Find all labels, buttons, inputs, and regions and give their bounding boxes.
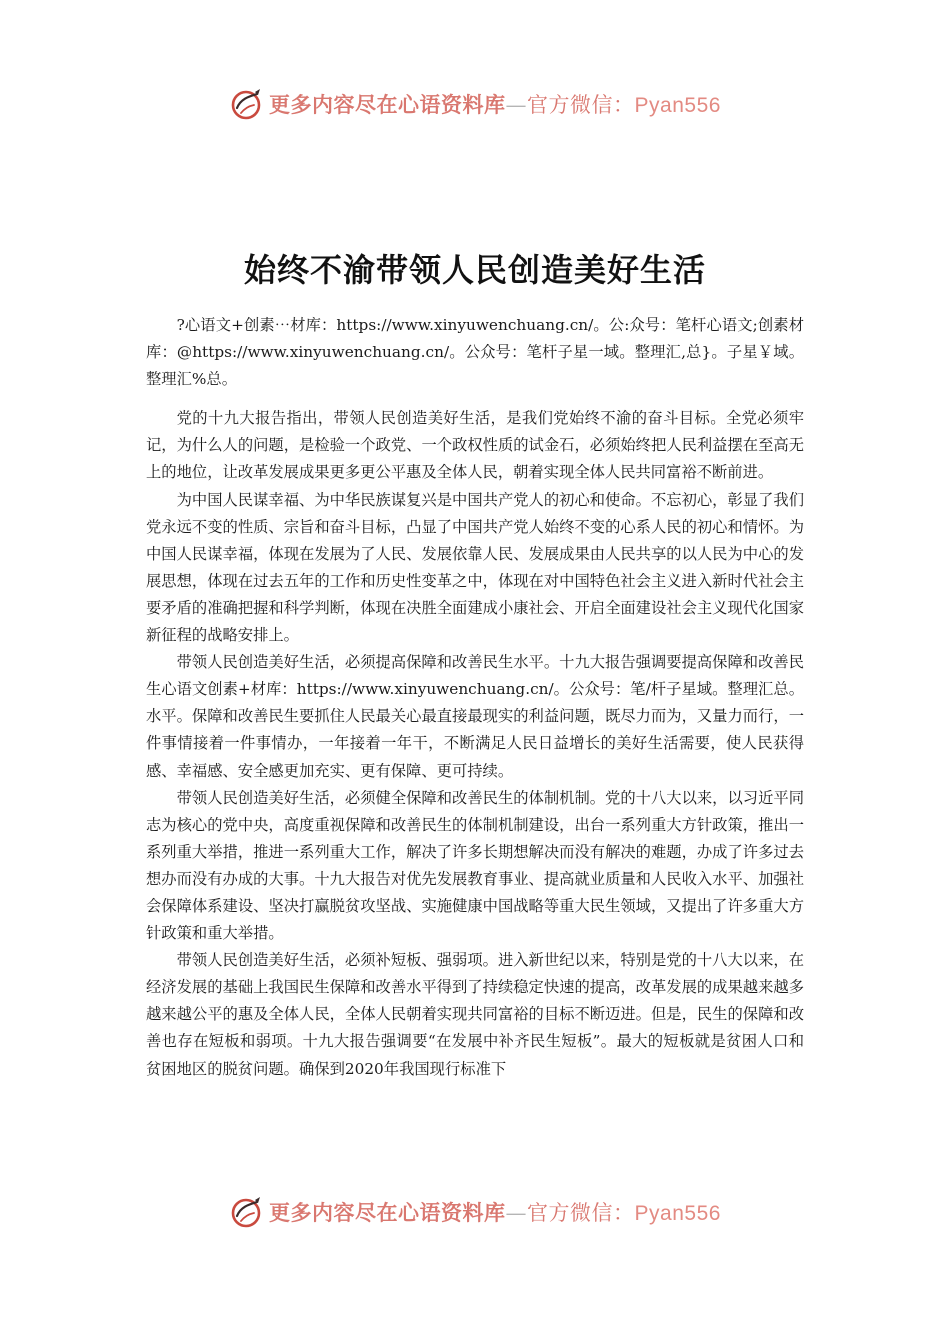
banner-text <box>269 89 721 119</box>
header-banner <box>0 84 950 124</box>
banner-wechat-label: 官方微信： <box>527 1201 635 1225</box>
pen-swirl-logo-icon <box>229 86 265 122</box>
footer-banner <box>0 1192 950 1232</box>
banner-wechat-label: 官方微信： <box>527 93 635 117</box>
paragraph-intro: ?心语文+创素⋯材库：https://www.xinyuwenchuang.cn/。公:众号：笔杆心语文;创素材库：@https://www.xinyuwenchuang.cn/。公众号：笔杆子星一域。整理汇,总}。子星￥域。整理汇%总。 <box>146 316 804 389</box>
document-body <box>146 312 804 1083</box>
paragraph: 带领人民创造美好生活，必须补短板、强弱项。进入新世纪以来，特别是党的十八大以来，在经济发展的基础上我国民生保障和改善水平得到了持续稳定快速的提高，改革发展的成果越来越多越来越公平的惠及全体人民，全体人民朝着实现共同富裕的目标不断迈进。但是，民生的保障和改善也存在短板和弱项。十九大报告强调要“在发展中补齐民生短板”。最大的短板就是贫困人口和贫困地区的脱贫问题。确保到2020年我国现行标准下 <box>146 951 804 1078</box>
banner-wechat-id: Pyan556 <box>634 1202 721 1225</box>
banner-main-text: 更多内容尽在心语资料库 <box>269 92 506 117</box>
paragraph: 带领人民创造美好生活，必须健全保障和改善民生的体制机制。党的十八大以来，以习近平同志为核心的党中央，高度重视保障和改善民生的体制机制建设，出台一系列重大方针政策，推出一系列重大举措，推进一系列重大工作，解决了许多长期想解决而没有解决的难题，办成了许多过去想办而没有办成的大事。十九大报告对优先发展教育事业、提高就业质量和人民收入水平、加强社会保障体系建设、坚决打赢脱贫攻坚战、实施健康中国战略等重大民生领域，又提出了许多重大方针政策和重大举措。 <box>146 788 804 943</box>
paragraph: 带领人民创造美好生活，必须提高保障和改善民生水平。十九大报告强调要提高保障和改善民生心语文创素+材库：https://www.xinyuwenchuang.cn/。公众号：笔/杆子星域。整理汇总。水平。保障和改善民生要抓住人民最关心最直接最现实的利益问题，既尽力而为，又量力而行，一件事情接着一件事情办，一年接着一年干，不断满足人民日益增长的美好生活需要，使人民获得感、幸福感、安全感更加充实、更有保障、更可持续。 <box>146 653 804 780</box>
banner-text <box>269 1197 721 1227</box>
paragraph: 党的十九大报告指出，带领人民创造美好生活，是我们党始终不渝的奋斗目标。全党必须牢记，为什么人的问题，是检验一个政党、一个政权性质的试金石，必须始终把人民利益摆在至高无上的地位，让改革发展成果更多更公平惠及全体人民，朝着实现全体人民共同富裕不断前进。 <box>146 409 804 482</box>
banner-wechat-id: Pyan556 <box>634 94 721 117</box>
paragraph: 为中国人民谋幸福、为中华民族谋复兴是中国共产党人的初心和使命。不忘初心，彰显了我们党永远不变的性质、宗旨和奋斗目标，凸显了中国共产党人始终不变的心系人民的初心和情怀。为中国人民谋幸福，体现在发展为了人民、发展依靠人民、发展成果由人民共享的以人民为中心的发展思想，体现在过去五年的工作和历史性变革之中，体现在对中国特色社会主义进入新时代社会主要矛盾的准确把握和科学判断，体现在决胜全面建成小康社会、开启全面建设社会主义现代化国家新征程的战略安排上。 <box>146 490 804 645</box>
document-title: 始终不渝带领人民创造美好生活 <box>243 251 706 289</box>
pen-swirl-logo-icon <box>229 1194 265 1230</box>
banner-dash: — <box>505 1201 528 1225</box>
banner-main-text: 更多内容尽在心语资料库 <box>269 1200 506 1225</box>
banner-dash: — <box>505 93 528 117</box>
